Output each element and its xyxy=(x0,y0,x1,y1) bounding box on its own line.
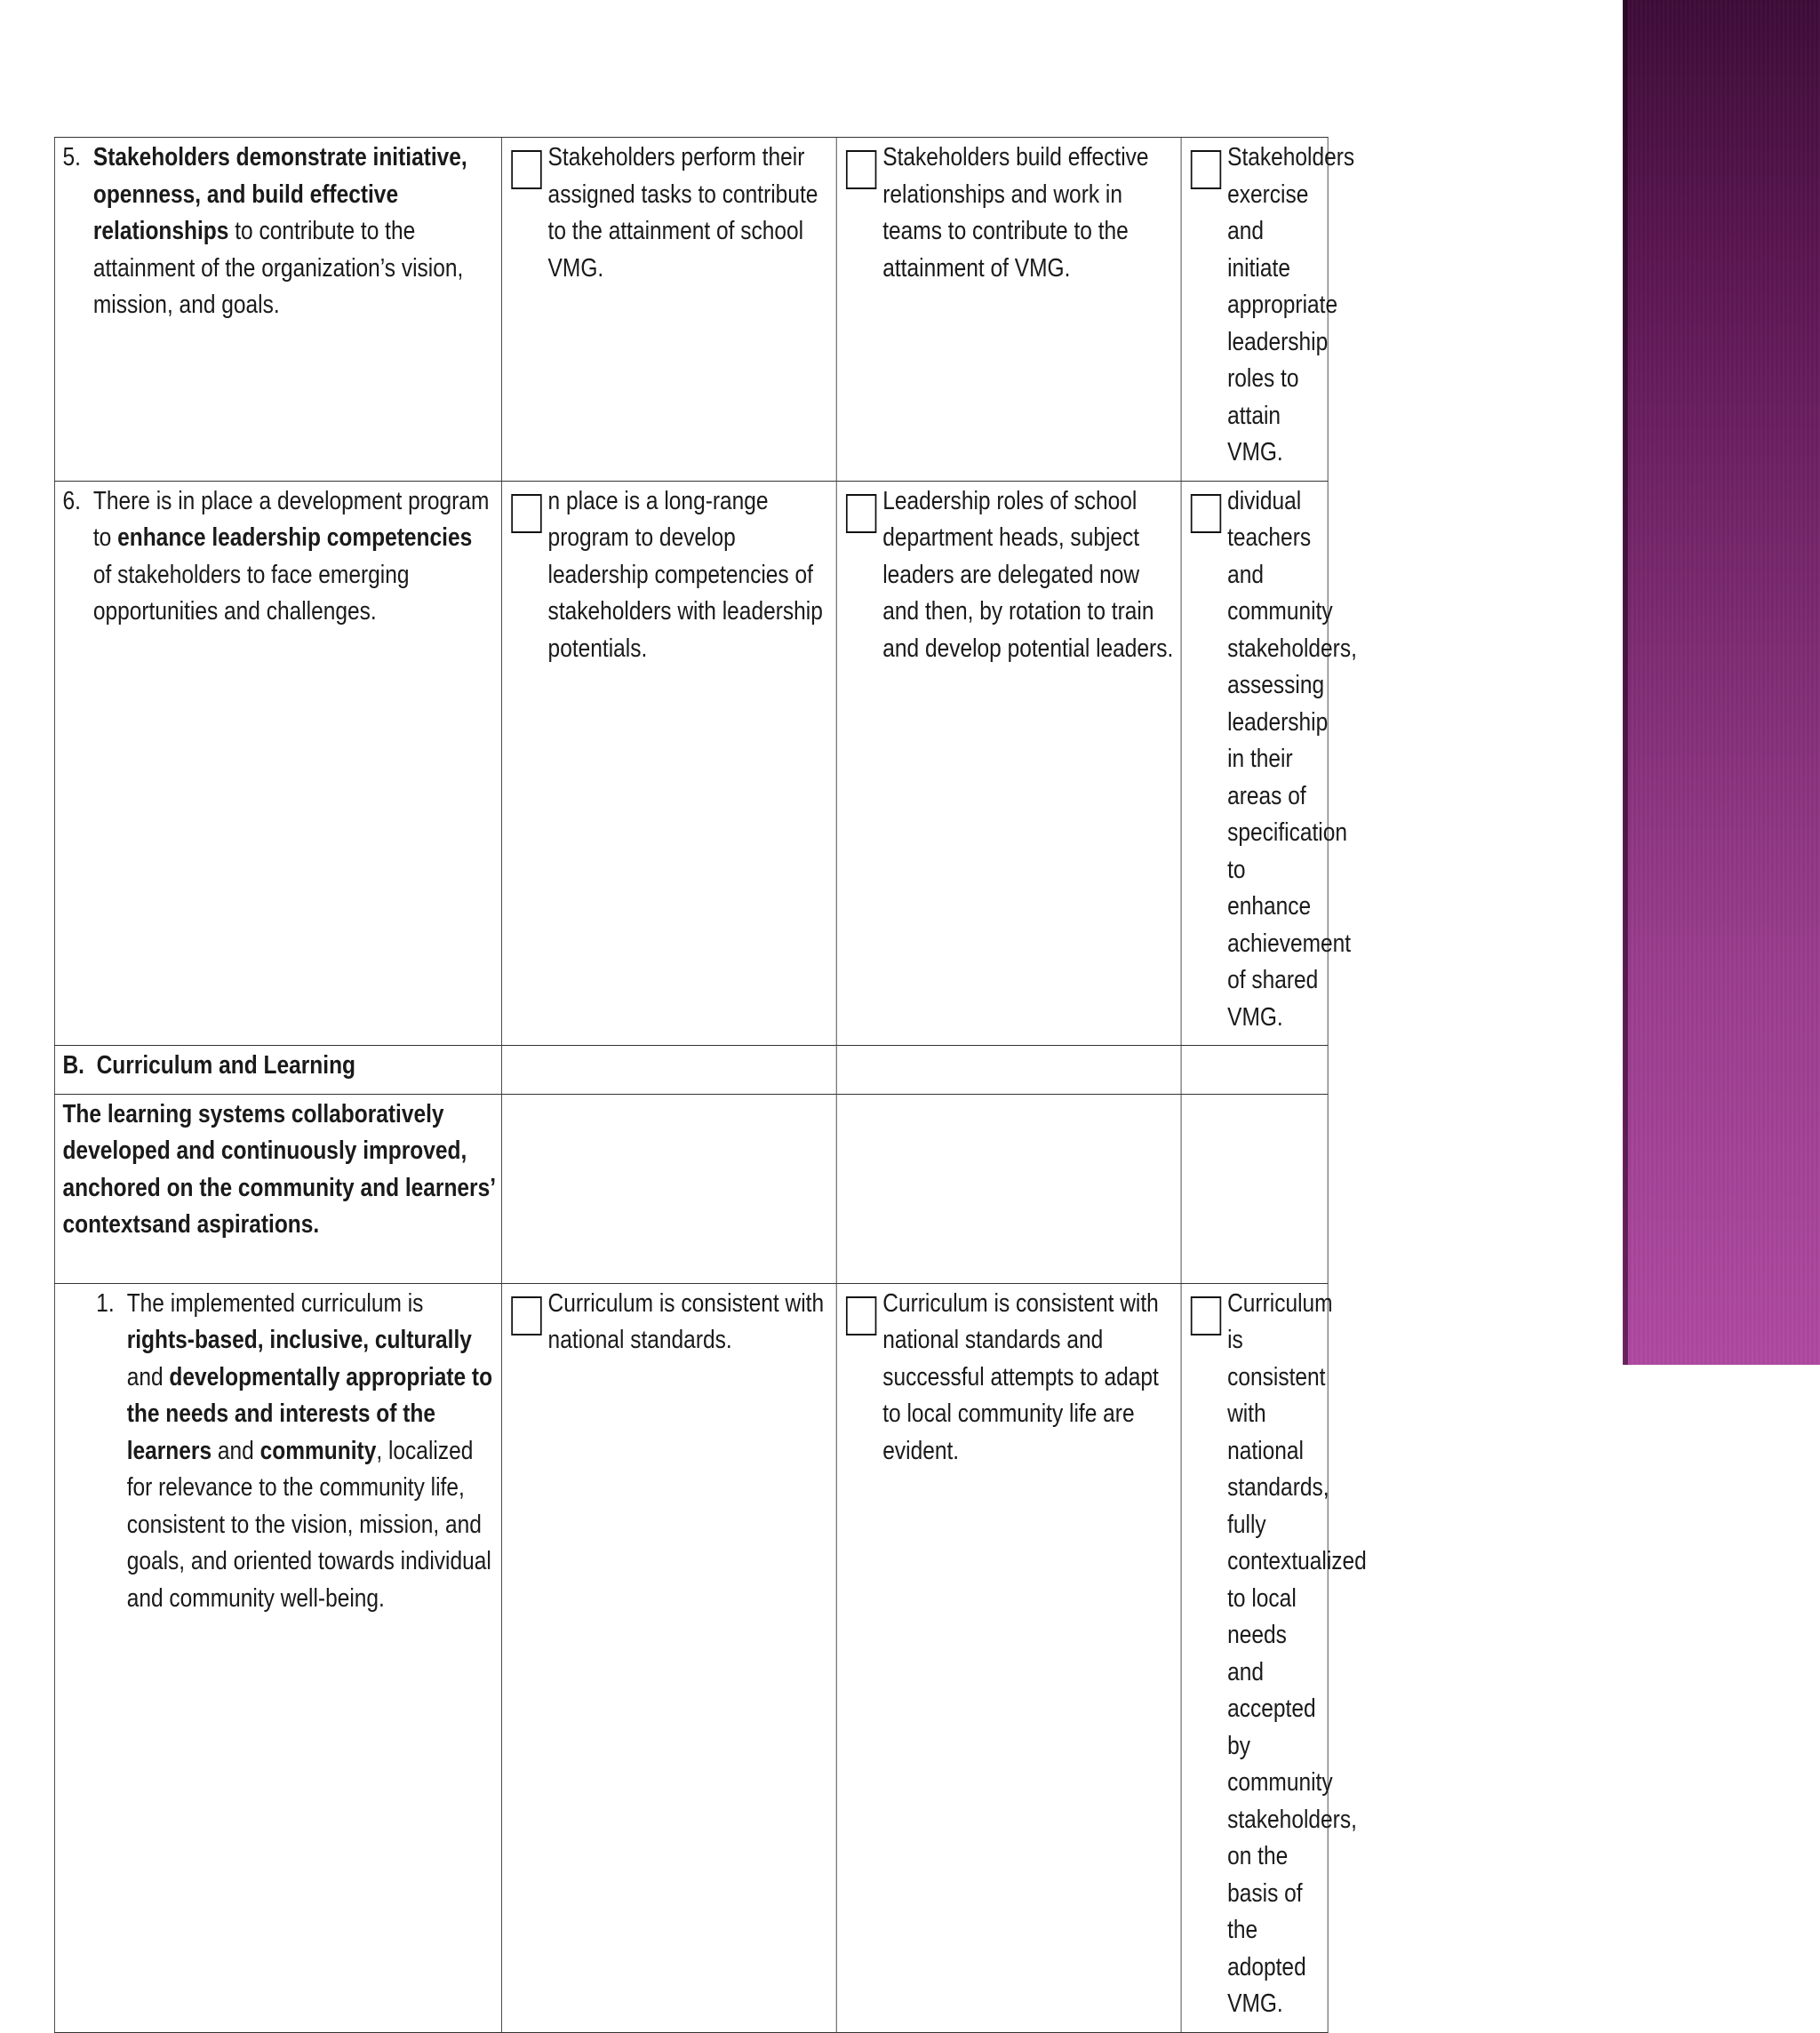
level-3-cell xyxy=(1181,1283,1367,2032)
level-1-cell xyxy=(502,481,837,1046)
checkbox[interactable] xyxy=(1191,494,1221,533)
level-text: Curriculum is consistent with national standards. xyxy=(547,1288,825,1354)
text-run: to contribute to the attainment of the organization’s vision, mission, and goals. xyxy=(92,217,464,319)
section-title: Curriculum and Learning xyxy=(96,1051,356,1080)
section-header-row xyxy=(54,1046,1328,1095)
empty-cell xyxy=(1181,1094,1328,1283)
text-run: and xyxy=(212,1436,260,1465)
indicator-text xyxy=(93,140,495,324)
level-text: Stakeholders exercise and initiate appropriate leadership roles to attain VMG. xyxy=(1227,143,1355,466)
indicator-cell xyxy=(54,138,501,482)
section-title-cell xyxy=(54,1046,501,1095)
level-text: Leadership roles of school department heads, subject leaders are delegated now and then, by rotation to train and develop potential leaders. xyxy=(882,486,1174,663)
standard-cell xyxy=(54,1094,501,1283)
text-run: The implemented curriculum is xyxy=(126,1288,424,1318)
checkbox[interactable] xyxy=(1191,1296,1221,1335)
level-text: dividual teachers and community stakeholders, assessing leadership in their areas of specification to enhance achievement of shared VMG. xyxy=(1227,486,1357,1032)
empty-cell xyxy=(836,1046,1181,1095)
bold-text-run: rights-based, inclusive, culturally xyxy=(126,1326,472,1354)
indicator-text xyxy=(127,1286,496,1618)
level-text: n place is a long-range program to develop leadership competencies of stakeholders with leadership potentials. xyxy=(547,486,823,663)
standard-text: The learning systems collaboratively developed and continuously improved, anchored on the community and learners’ contextsand aspirations. xyxy=(62,1099,495,1239)
level-2-cell xyxy=(836,138,1181,482)
level-text: Curriculum is consistent with national standards and successful attempts to adapt to local community life are evident. xyxy=(882,1288,1159,1465)
indicator-number: 5. xyxy=(62,143,81,171)
table-row xyxy=(54,1283,1328,2032)
level-2-cell xyxy=(836,481,1181,1046)
level-1-cell xyxy=(502,138,837,482)
text-run: and xyxy=(126,1362,170,1391)
level-text: Stakeholders build effective relationships and work in teams to contribute to the attainment of VMG. xyxy=(882,143,1149,283)
bold-text-run: Stakeholders demonstrate initiative, openness, and build effective relationships xyxy=(92,143,467,245)
checkbox[interactable] xyxy=(846,150,876,189)
indicator-cell xyxy=(54,1283,501,2032)
checkbox[interactable] xyxy=(511,494,541,533)
bold-text-run: developmentally appropriate to the needs and interests of the learners xyxy=(126,1362,493,1465)
level-text: Stakeholders perform their assigned tasks to contribute to the attainment of school VMG. xyxy=(547,143,818,283)
empty-cell xyxy=(502,1094,837,1283)
table-row xyxy=(54,138,1328,482)
standard-row xyxy=(54,1094,1328,1283)
empty-cell xyxy=(836,1094,1181,1283)
bold-text-run: enhance leadership competencies xyxy=(117,523,473,552)
decorative-side-bar xyxy=(1623,0,1820,1365)
text-run: , localized for relevance to the community life, consistent to the vision, mission, and goals, and oriented towards individual and community well-being. xyxy=(126,1436,491,1613)
level-2-cell xyxy=(836,1283,1181,2032)
indicator-text xyxy=(93,483,495,631)
text-run: There is in place a development program to xyxy=(92,486,490,552)
bold-text-run: community xyxy=(259,1436,377,1465)
checkbox[interactable] xyxy=(846,1296,876,1335)
text-run: of stakeholders to face emerging opportunities and challenges. xyxy=(92,560,410,626)
rubric-table xyxy=(54,137,1367,2033)
checkbox[interactable] xyxy=(511,1296,541,1335)
level-1-cell xyxy=(502,1283,837,2032)
checkbox[interactable] xyxy=(1191,150,1221,189)
indicator-number: 1. xyxy=(96,1288,115,1318)
table-row xyxy=(54,481,1328,1046)
level-text: Curriculum is consistent with national standards, fully contextualized to local needs and accepted by community stakeholders, on the basis of the adopted VMG. xyxy=(1227,1288,1367,2018)
checkbox[interactable] xyxy=(846,494,876,533)
checkbox[interactable] xyxy=(511,150,541,189)
empty-cell xyxy=(502,1046,837,1095)
indicator-cell xyxy=(54,481,501,1046)
level-3-cell xyxy=(1181,481,1357,1046)
indicator-number: 6. xyxy=(62,486,81,515)
section-letter: B. xyxy=(62,1051,84,1080)
level-3-cell xyxy=(1181,138,1355,482)
empty-cell xyxy=(1181,1046,1328,1095)
